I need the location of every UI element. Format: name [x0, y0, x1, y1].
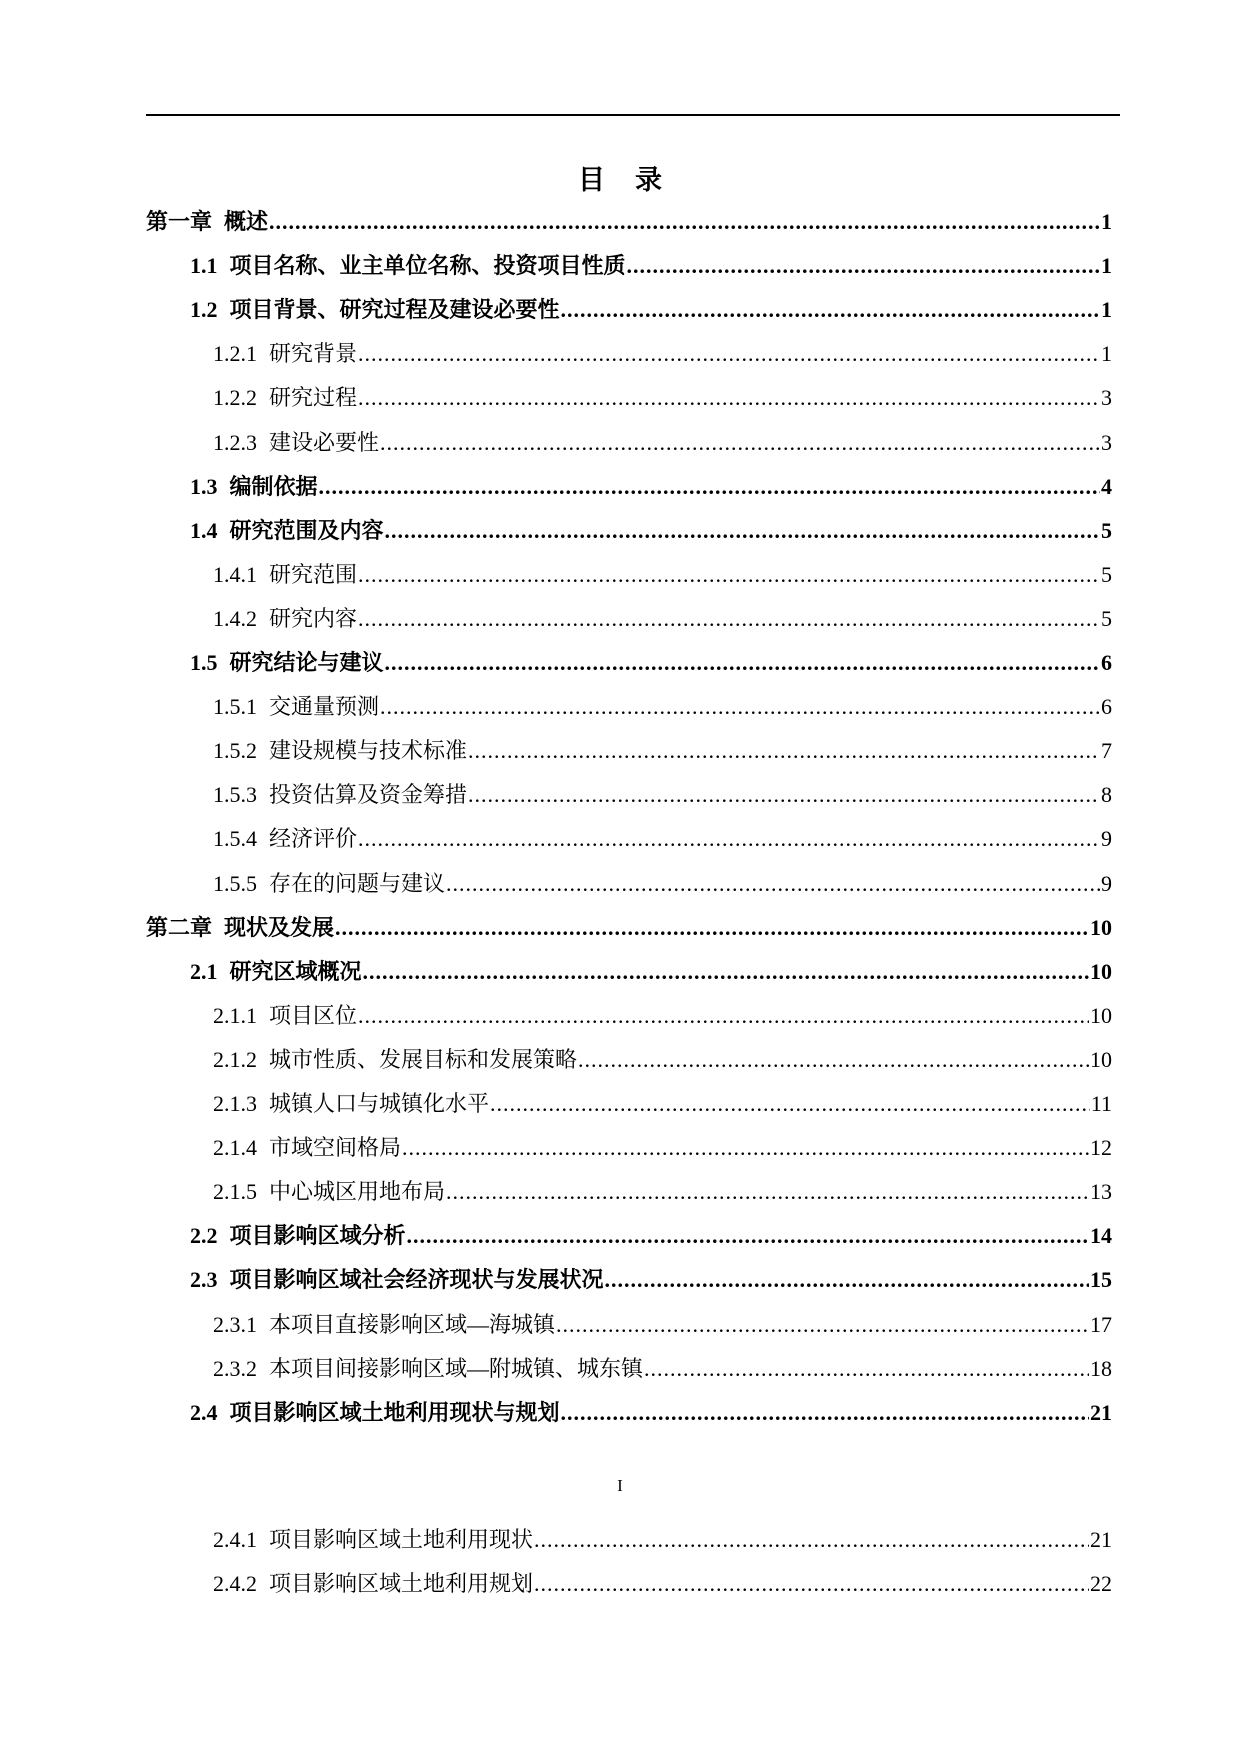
toc-entry-page: 10: [1090, 1002, 1112, 1028]
toc-dot-leader: [556, 1309, 1089, 1341]
toc-entry-number: 1.5.3: [213, 782, 257, 808]
toc-dot-leader: [358, 603, 1100, 635]
toc-entry-label: 存在的问题与建议: [269, 870, 446, 896]
toc-entry-page: 3: [1101, 429, 1112, 455]
toc-entry-page: 21: [1090, 1399, 1112, 1425]
toc-entry-label: 研究内容: [269, 605, 358, 631]
toc-entry[interactable]: [213, 1044, 1112, 1076]
toc-dot-leader: [446, 868, 1100, 900]
toc-dot-leader: [407, 1220, 1089, 1252]
toc-entry-label: 交通量预测: [269, 694, 380, 720]
toc-dot-leader: [358, 338, 1100, 370]
toc-entry-number: 1.2.1: [213, 341, 257, 367]
toc-entry[interactable]: [213, 1353, 1112, 1385]
toc-dot-leader: [385, 647, 1100, 679]
toc-dot-leader: [468, 779, 1100, 811]
toc-entry-page: 10: [1090, 1046, 1112, 1072]
toc-entry-page: 6: [1101, 650, 1112, 675]
toc-dot-leader: [490, 1088, 1090, 1120]
toc-entry-label: 研究范围: [269, 561, 358, 587]
toc-entry-page: 1: [1101, 297, 1112, 323]
toc-dot-leader: [644, 1353, 1089, 1385]
toc-dot-leader: [534, 1524, 1089, 1556]
toc-entry[interactable]: [213, 603, 1112, 635]
toc-dot-leader: [446, 1176, 1089, 1208]
toc-entry-page: 11: [1090, 1091, 1112, 1116]
toc-entry[interactable]: [190, 250, 1112, 282]
toc-entry[interactable]: [190, 294, 1112, 326]
toc-entry[interactable]: [190, 515, 1112, 547]
toc-entry-page: 8: [1101, 782, 1112, 808]
toc-entry-number: 2.4.2: [213, 1571, 257, 1596]
toc-dot-leader: [358, 559, 1100, 591]
toc-dot-leader: [627, 250, 1100, 282]
toc-entry[interactable]: [213, 427, 1112, 459]
toc-entry-label: 项目影响区域社会经济现状与发展状况: [229, 1267, 604, 1293]
toc-entry-label: 研究背景: [269, 341, 358, 367]
toc-entry[interactable]: [190, 1264, 1112, 1296]
toc-dot-leader: [380, 691, 1100, 723]
toc-entry-number: 1.4.2: [213, 605, 257, 631]
toc-entry-number: 1.3: [190, 473, 218, 499]
toc-entry[interactable]: [213, 823, 1112, 855]
toc-entry[interactable]: [190, 471, 1112, 503]
page-title: 目录: [578, 165, 692, 195]
toc-entry[interactable]: [213, 868, 1112, 900]
toc-entry-page: 9: [1101, 870, 1112, 896]
toc-entry[interactable]: [213, 1132, 1112, 1164]
toc-entry-page: 9: [1101, 826, 1112, 852]
toc-entry-page: 1: [1101, 209, 1112, 234]
toc-entry-number: 2.3.2: [213, 1355, 257, 1381]
toc-dot-leader: [380, 427, 1100, 459]
toc-dot-leader: [385, 515, 1100, 547]
toc-entry-number: 2.2: [190, 1223, 218, 1249]
toc-entry-page: 10: [1090, 958, 1112, 984]
toc-entry-label: 本项目直接影响区域—海城镇: [269, 1311, 556, 1337]
toc-entry-page: 22: [1090, 1571, 1112, 1596]
toc-entry-label: 市域空间格局: [269, 1135, 402, 1161]
toc-entry-page: 15: [1090, 1267, 1112, 1293]
toc-entry-label: 项目名称、业主单位名称、投资项目性质: [229, 253, 626, 279]
toc-entry[interactable]: [213, 1176, 1112, 1208]
toc-entry-page: 3: [1101, 385, 1112, 411]
toc-entry-page: 13: [1090, 1179, 1112, 1205]
toc-entry-page: 17: [1090, 1311, 1112, 1337]
toc-dot-leader: [561, 1397, 1089, 1429]
toc-entry[interactable]: [213, 1568, 1112, 1600]
toc-entry-page: 21: [1090, 1527, 1112, 1552]
toc-entry-page: 5: [1101, 517, 1112, 543]
toc-entry[interactable]: [213, 779, 1112, 811]
toc-entry-number: 2.1.1: [213, 1002, 257, 1028]
toc-entry-page: 1: [1101, 253, 1112, 279]
toc-dot-leader: [561, 294, 1100, 326]
toc-entry-number: 2.3.1: [213, 1311, 257, 1337]
toc-dot-leader: [269, 206, 1100, 238]
toc-entry-page: 1: [1101, 341, 1112, 367]
toc-entry-number: 第一章: [146, 209, 213, 234]
toc-entry-label: 编制依据: [229, 473, 318, 499]
toc-entry-number: 2.1.2: [213, 1046, 257, 1072]
toc-entry-number: 1.4: [190, 517, 218, 543]
toc-dot-leader: [358, 382, 1100, 414]
toc-entry[interactable]: [213, 338, 1112, 370]
toc-entry[interactable]: [213, 1000, 1112, 1032]
toc-entry-label: 研究范围及内容: [229, 517, 384, 543]
toc-dot-leader: [605, 1264, 1089, 1296]
header-rule: [146, 114, 1120, 116]
toc-entry-number: 2.4: [190, 1399, 218, 1425]
toc-entry-label: 经济评价: [269, 826, 358, 852]
toc-dot-leader: [402, 1132, 1089, 1164]
toc-entry-label: 城镇人口与城镇化水平: [269, 1091, 490, 1116]
toc-entry-label: 城市性质、发展目标和发展策略: [269, 1046, 578, 1072]
toc-entry-label: 本项目间接影响区域—附城镇、城东镇: [269, 1355, 644, 1381]
toc-entry-number: 1.5: [190, 650, 218, 675]
toc-dot-leader: [358, 823, 1100, 855]
toc-entry-label: 项目背景、研究过程及建设必要性: [229, 297, 560, 323]
toc-entry-label: 概述: [224, 209, 269, 234]
toc-dot-leader: [534, 1568, 1089, 1600]
toc-entry-label: 现状及发展: [224, 914, 335, 940]
toc-entry-number: 1.2: [190, 297, 218, 323]
toc-entry[interactable]: [213, 382, 1112, 414]
toc-entry-label: 项目影响区域土地利用规划: [269, 1571, 534, 1596]
toc-entry[interactable]: [146, 206, 1112, 238]
toc-entry[interactable]: [190, 1220, 1112, 1252]
toc-entry-number: 1.4.1: [213, 561, 257, 587]
toc-entry[interactable]: [213, 1088, 1112, 1120]
toc-entry-label: 研究区域概况: [229, 958, 362, 984]
toc-entry[interactable]: [213, 691, 1112, 723]
toc-entry-label: 项目影响区域土地利用现状与规划: [229, 1399, 560, 1425]
toc-entry-number: 1.1: [190, 253, 218, 279]
toc-entry-page: 4: [1101, 473, 1112, 499]
toc-entry-label: 项目影响区域分析: [229, 1223, 406, 1249]
toc-entry-page: 18: [1090, 1355, 1112, 1381]
toc-entry[interactable]: [146, 912, 1112, 944]
toc-dot-leader: [358, 1000, 1089, 1032]
toc-entry-number: 1.5.5: [213, 870, 257, 896]
toc-entry-label: 建设必要性: [269, 429, 380, 455]
toc-entry-page: 14: [1090, 1223, 1112, 1249]
toc-dot-leader: [578, 1044, 1089, 1076]
toc-entry-number: 第二章: [146, 914, 213, 940]
toc-entry-label: 中心城区用地布局: [269, 1179, 446, 1205]
toc-dot-leader: [363, 956, 1089, 988]
toc-entry-number: 1.2.2: [213, 385, 257, 411]
toc-entry[interactable]: [213, 559, 1112, 591]
toc-dot-leader: [335, 912, 1089, 944]
toc-entry-number: 1.5.2: [213, 738, 257, 764]
toc-dot-leader: [319, 471, 1100, 503]
toc-entry[interactable]: [190, 956, 1112, 988]
toc-entry-page: 12: [1090, 1135, 1112, 1161]
toc-entry-page: 5: [1101, 561, 1112, 587]
toc-entry-label: 项目影响区域土地利用现状: [269, 1527, 534, 1552]
toc-entry-number: 2.1.4: [213, 1135, 257, 1161]
toc-entry[interactable]: [213, 1309, 1112, 1341]
toc-entry-label: 研究过程: [269, 385, 358, 411]
toc-entry[interactable]: [213, 1524, 1112, 1556]
toc-entry-number: 2.1.5: [213, 1179, 257, 1205]
toc-entry-number: 2.3: [190, 1267, 218, 1293]
toc-entry-number: 1.5.4: [213, 826, 257, 852]
toc-entry-number: 1.5.1: [213, 694, 257, 720]
toc-dot-leader: [468, 735, 1100, 767]
toc-entry-label: 投资估算及资金筹措: [269, 782, 468, 808]
toc-entry-page: 5: [1101, 605, 1112, 631]
toc-entry-label: 研究结论与建议: [229, 650, 384, 675]
toc-entry[interactable]: [190, 1397, 1112, 1429]
toc-entry-number: 2.4.1: [213, 1527, 257, 1552]
toc-entry-number: 2.1: [190, 958, 218, 984]
toc-entry-number: 2.1.3: [213, 1091, 257, 1116]
toc-entry[interactable]: [190, 647, 1112, 679]
toc-entry-label: 建设规模与技术标准: [269, 738, 468, 764]
page-number: I: [617, 1476, 623, 1495]
toc-entry-page: 6: [1101, 694, 1112, 720]
toc-entry-page: 7: [1101, 738, 1112, 764]
toc-entry-label: 项目区位: [269, 1002, 358, 1028]
toc-entry-page: 10: [1090, 914, 1112, 940]
toc-entry-number: 1.2.3: [213, 429, 257, 455]
toc-entry[interactable]: [213, 735, 1112, 767]
